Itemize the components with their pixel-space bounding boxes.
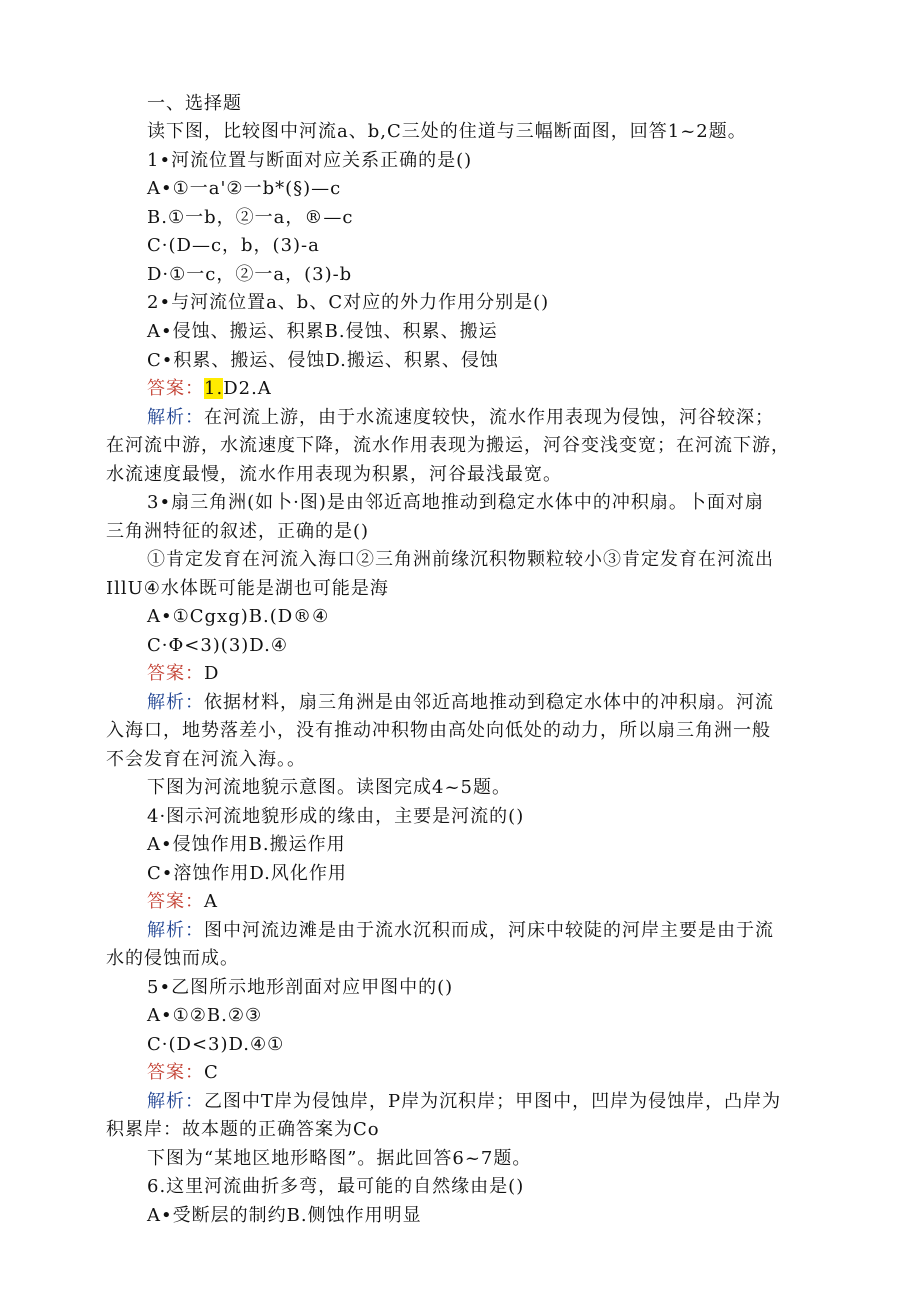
answer-label: 答案： (147, 891, 204, 912)
explanation-text: 乙图中T岸为侵蚀岸，P岸为沉积岸；甲图中，凹岸为侵蚀岸，凸岸为 (204, 1091, 782, 1112)
explanation-label: 解析： (147, 407, 204, 428)
explanation-1-2-line-3: 水流速度最慢，流水作用表现为积累，河谷最浅最宽。 (106, 464, 562, 485)
question-3-options-cd: C·Φ<3)(3)D.④ (147, 635, 288, 656)
question-6-stem: 6.这里河流曲折多弯，最可能的自然缘由是() (147, 1176, 525, 1197)
answer-value: C (204, 1062, 219, 1083)
highlighted-text: 1. (204, 378, 224, 399)
question-4-options-cd: C•溶蚀作用D.风化作用 (147, 863, 347, 884)
question-3-options-ab: A•①Cgxg)B.(D®④ (147, 606, 330, 627)
question-5-options-ab: A•①②B.②③ (147, 1005, 263, 1026)
explanation-text: 在河流上游，由于水流速度较快，流水作用表现为侵蚀，河谷较深； (204, 407, 774, 428)
question-1-option-a: A•①一a'②一b*(§)—c (147, 178, 342, 199)
explanation-5-line-2: 积累岸：故本题的正确答案为Co (106, 1119, 380, 1140)
answer-3 (147, 661, 219, 687)
question-4-stem: 4·图示河流地貌形成的缘由，主要是河流的() (147, 806, 525, 827)
answer-5 (147, 1060, 219, 1086)
explanation-4-line-1 (147, 918, 774, 944)
question-1-option-c: C·(D—c，b，(3)-a (147, 235, 320, 256)
question-1-option-b: B.①一b，②一a，®—c (147, 207, 354, 228)
answer-4 (147, 889, 218, 915)
answer-label: 答案： (147, 378, 204, 399)
answer-1-2 (147, 376, 272, 402)
question-2-options-cd: C•积累、搬运、侵蚀D.搬运、积累、侵蚀 (147, 350, 499, 371)
explanation-3-line-1 (147, 690, 774, 716)
question-4-5-intro: 下图为河流地貌示意图。读图完成4~5题。 (147, 777, 511, 798)
answer-value: A (204, 891, 218, 912)
question-5-options-cd: C·(D<3)D.④① (147, 1034, 285, 1055)
explanation-3-line-2: 入海口，地势落差小，没有推动冲积物由高处向低处的动力，所以扇三角洲一般 (106, 720, 771, 741)
question-3-stem-line-2: 三角洲特征的叙述，正确的是() (106, 521, 370, 542)
explanation-label: 解析： (147, 920, 204, 941)
explanation-text: 图中河流边滩是由于流水沉积而成，河床中较陡的河岸主要是由于流 (204, 920, 774, 941)
explanation-1-2-line-1 (147, 405, 774, 431)
question-2-stem: 2•与河流位置a、b、C对应的外力作用分别是() (147, 292, 550, 313)
answer-label: 答案： (147, 663, 204, 684)
question-3-stem-line-1: 3•扇三角洲(如卜·图)是由邻近高地推动到稳定水体中的冲积扇。卜面对扇 (147, 492, 764, 513)
explanation-5-line-1 (147, 1089, 781, 1115)
section-heading: 一、选择题 (147, 93, 242, 114)
explanation-text: 依据材料，扇三角洲是由邻近高地推动到稳定水体中的冲积扇。河流 (204, 692, 774, 713)
question-5-stem: 5•乙图所示地形剖面对应甲图中的() (147, 977, 454, 998)
question-6-options-ab: A•受断层的制约B.侧蚀作用明显 (147, 1205, 422, 1226)
explanation-4-line-2: 水的侵蚀而成。 (106, 948, 239, 969)
explanation-label: 解析： (147, 1091, 204, 1112)
answer-label: 答案： (147, 1062, 204, 1083)
question-3-statements-line-2: IllU④水体既可能是湖也可能是海 (106, 578, 389, 599)
question-1-stem: 1•河流位置与断面对应关系正确的是() (147, 150, 473, 171)
question-1-option-d: D·①一c，②一a，(3)-b (147, 264, 353, 285)
question-3-statements-line-1: ①肯定发育在河流入海口②三角洲前缘沉积物颗粒较小③肯定发育在河流出 (147, 549, 774, 570)
answer-value: D2.A (223, 378, 272, 399)
explanation-label: 解析： (147, 692, 204, 713)
question-4-options-ab: A•侵蚀作用B.搬运作用 (147, 834, 346, 855)
question-intro: 读下图，比较图中河流a、b,C三处的住道与三幅断面图，回答1~2题。 (147, 121, 747, 142)
explanation-3-line-3: 不会发育在河流入海。。 (106, 749, 306, 770)
question-6-7-intro: 下图为“某地区地形略图”。据此回答6~7题。 (147, 1148, 532, 1169)
question-2-options-ab: A•侵蚀、搬运、积累B.侵蚀、积累、搬运 (147, 321, 498, 342)
explanation-1-2-line-2: 在河流中游，水流速度下降，流水作用表现为搬运，河谷变浅变宽；在河流下游， (106, 435, 790, 456)
answer-value: D (204, 663, 220, 684)
